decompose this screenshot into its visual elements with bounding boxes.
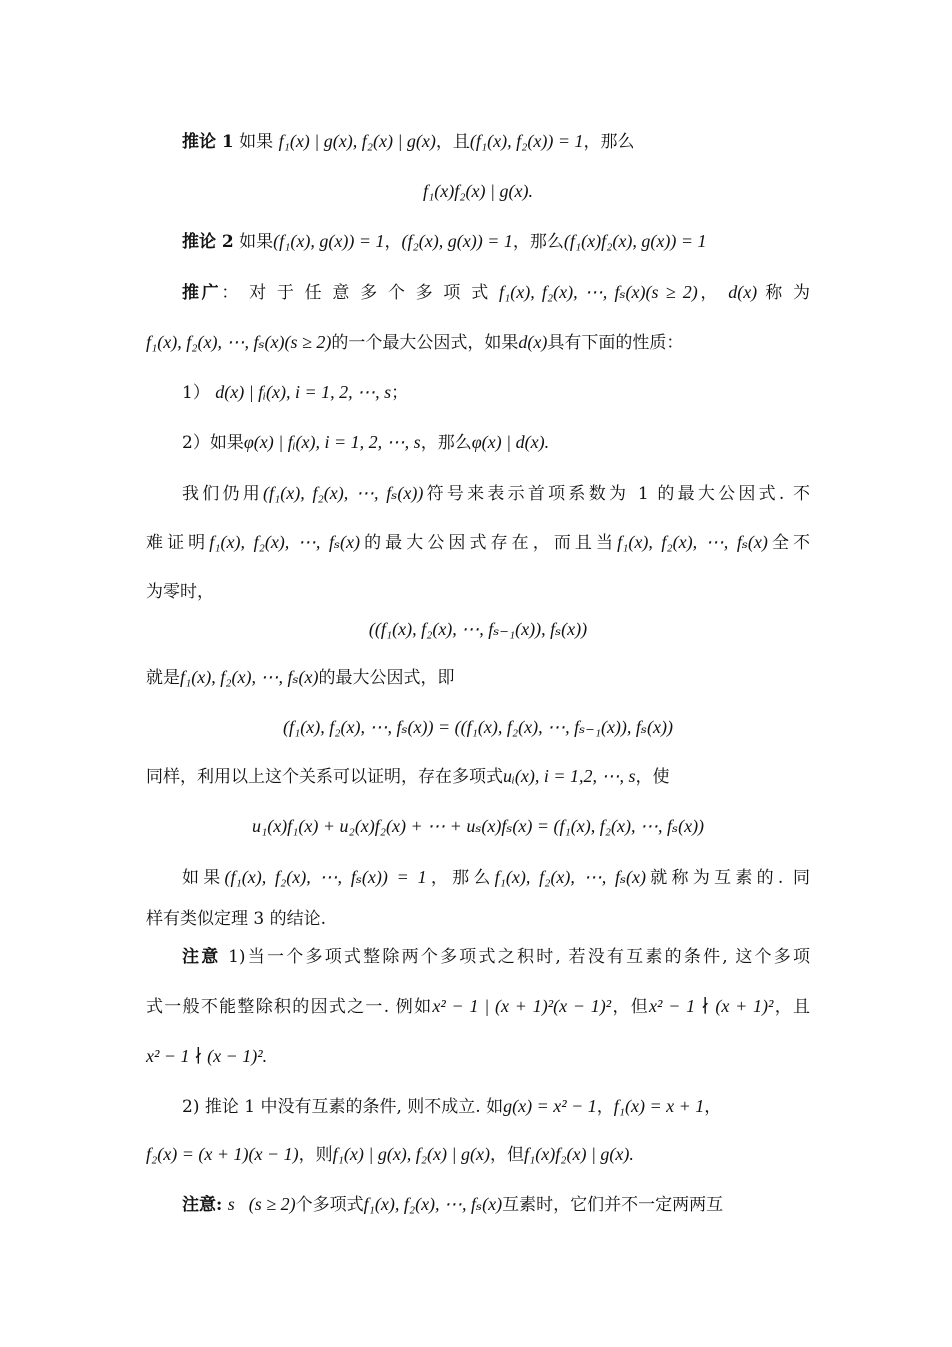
generalization-line-2-mid: 的一个最大公因式，如果 (331, 333, 519, 353)
corollary-1-prefix: 如果 (239, 132, 274, 152)
para-1-line-4-end: 的最大公因式，即 (318, 668, 455, 688)
para-2-line-1-end: 就称为互素的. 同 (646, 868, 811, 888)
property-1-math: d(x) | fᵢ(x), i = 1, 2, ⋯, s (215, 382, 392, 402)
note-1-line-2-end: ，且 (773, 997, 811, 1017)
note-1-line-2-math: x² − 1 | (x + 1)²(x − 1)² (432, 996, 612, 1016)
corollary-2-math-2: (f₂(x), g(x)) = 1 (401, 231, 513, 251)
generalization-line-1-math: f₁(x), f₂(x), ⋯, fₛ(x)(s ≥ 2) (498, 282, 698, 302)
generalization-line-1-math-2: d(x) (728, 282, 758, 302)
para-1-display-1 (146, 617, 810, 642)
corollary-2-math-1: (f₁(x), g(x)) = 1 (273, 231, 385, 251)
para-1-line-1-start: 我们仍用 (182, 484, 264, 504)
note-2-line-2-math-3: f₁(x)f₂(x) | g(x). (523, 1144, 634, 1164)
generalization-line-2-math: f₁(x), f₂(x), ⋯, fₛ(x)(s ≥ 2) (146, 332, 332, 352)
para-1-line-3 (146, 580, 810, 604)
para-1-display-1-math: ((f₁(x), f₂(x), ⋯, fₛ₋₁(x)), fₛ(x)) (368, 619, 588, 639)
para-2-line-1-math: (f₁(x), f₂(x), ⋯, fₛ(x)) = 1 (224, 867, 427, 887)
note-1-line-1 (182, 945, 810, 969)
corollary-1-display-math: f₁(x)f₂(x) | g(x). (423, 181, 533, 201)
generalization-line-2 (146, 330, 810, 355)
property-1-number: 1） (182, 383, 210, 403)
para-1-line-2-end: 全不 (767, 533, 811, 553)
corollary-1-math-1: f₁(x) | g(x), f₂(x) | g(x) (278, 131, 436, 151)
note-1-line-3 (146, 1044, 810, 1069)
note-2-line-2 (146, 1142, 810, 1167)
note-2-line-1-math: g(x) = x² − 1 (503, 1096, 597, 1116)
corollary-1-mid: ，且 (435, 132, 470, 152)
generalization-line-2-math-2: d(x) (518, 332, 548, 352)
corollary-2-mid: ，那么 (512, 232, 564, 252)
property-1-end: ； (391, 383, 409, 403)
note-3-label: 注意: (182, 1195, 223, 1215)
para-1-line-5-math: uᵢ(x), i = 1,2, ⋯, s (503, 766, 636, 786)
note-1-label: 注意 (182, 947, 221, 967)
property-1 (182, 380, 810, 405)
property-2-mid: ，那么 (420, 433, 472, 453)
para-2-line-2 (146, 907, 810, 931)
note-1-line-2 (146, 994, 810, 1019)
corollary-1-label: 推论 1 (182, 132, 234, 152)
note-1-line-2-start: 式一般不能整除积的因式之一. 例如 (146, 997, 433, 1017)
para-2-line-1-mid: ，那么 (426, 868, 495, 888)
property-2-math: φ(x) | fᵢ(x), i = 1, 2, ⋯, s (243, 432, 421, 452)
corollary-2-sep: ， (384, 232, 402, 252)
generalization-label: 推广 (182, 283, 222, 303)
note-2-line-2-mid: ，则 (298, 1145, 333, 1165)
corollary-1-line (182, 129, 810, 154)
para-1-line-4 (146, 665, 810, 690)
corollary-2-math-3: (f₁(x)f₂(x), g(x)) = 1 (563, 231, 707, 251)
note-3-math-3: f₁(x), f₂(x), ⋯, fₛ(x) (363, 1194, 503, 1214)
note-3-math-2: (s ≥ 2) (248, 1194, 296, 1214)
para-1-line-1-end: 符号来表示首项系数为 1 的最大公因式. 不 (423, 484, 810, 504)
para-1-line-2-math-2: f₁(x), f₂(x), ⋯, fₛ(x) (617, 532, 768, 552)
para-1-line-5-start: 同样，利用以上这个关系可以证明，存在多项式 (146, 767, 503, 787)
corollary-1-suffix: ，那么 (583, 132, 635, 152)
note-2-line-1-start: 2) 推论 1 中没有互素的条件, 则不成立. 如 (182, 1097, 504, 1117)
para-1-line-4-start: 就是 (146, 668, 180, 688)
para-2-line-2-text: 样有类似定理 3 的结论. (146, 909, 327, 929)
note-3-math-1: s (227, 1194, 235, 1214)
note-2-line-2-mid-2: ，但 (489, 1145, 524, 1165)
note-3-mid: 个多项式 (295, 1195, 364, 1215)
note-3-end: 互素时，它们并不一定两两互 (502, 1195, 724, 1215)
para-1-line-5 (146, 764, 810, 789)
note-2-line-2-math: f₂(x) = (x + 1)(x − 1) (146, 1144, 299, 1164)
para-1-line-4-math: f₁(x), f₂(x), ⋯, fₛ(x) (180, 667, 319, 687)
note-3-line-1 (182, 1192, 810, 1217)
para-1-line-5-end: ，使 (635, 767, 670, 787)
property-2 (182, 430, 810, 455)
note-1-line-1-text: 1)当一个多项式整除两个多项式之积时, 若没有互素的条件, 这个多项 (228, 947, 811, 967)
para-1-line-2-math: f₁(x), f₂(x), ⋯, fₛ(x) (209, 532, 361, 552)
para-1-display-2 (146, 715, 810, 740)
note-1-line-2-mid: ，但 (611, 997, 650, 1017)
generalization-line-1-end: 称 为 (765, 283, 811, 303)
para-1-line-3-text: 为零时， (146, 582, 214, 602)
para-1-display-3-math: u₁(x)f₁(x) + u₂(x)f₂(x) + ⋯ + uₛ(x)fₛ(x) = (f₁(x), f₂(x), ⋯, fₛ(x)) (251, 816, 705, 836)
corollary-2-label: 推论 2 (182, 232, 234, 252)
note-2-line-1-math-2: f₁(x) = x + 1 (613, 1096, 705, 1116)
para-1-line-2-start: 难证明 (146, 533, 210, 553)
generalization-line-1-sep: ， (697, 283, 721, 303)
note-2-line-1 (182, 1094, 810, 1119)
para-2-line-1-math-2: f₁(x), f₂(x), ⋯, fₛ(x) (494, 867, 647, 887)
note-2-line-1-end: ， (704, 1097, 722, 1117)
para-1-display-2-math: (f₁(x), f₂(x), ⋯, fₛ(x)) = ((f₁(x), f₂(x), ⋯, fₛ₋₁(x)), fₛ(x)) (283, 717, 673, 737)
note-1-line-3-math: x² − 1 ∤ (x − 1)². (146, 1046, 268, 1066)
corollary-2-line (182, 229, 810, 254)
corollary-1-math-2: (f₁(x), f₂(x)) = 1 (469, 131, 584, 151)
corollary-1-display (146, 179, 810, 204)
para-1-display-3 (146, 814, 810, 839)
para-1-line-2-mid: 的最大公因式存在，而且当 (360, 533, 618, 553)
generalization-line-1 (182, 280, 810, 305)
note-2-line-1-sep: ， (596, 1097, 614, 1117)
corollary-2-prefix: 如果 (239, 232, 274, 252)
property-2-math-2: φ(x) | d(x). (471, 432, 550, 452)
para-1-line-1 (182, 481, 810, 506)
note-1-line-2-math-2: x² − 1 ∤ (x + 1)² (649, 996, 774, 1016)
para-2-line-1-start: 如果 (182, 868, 225, 888)
para-2-line-1 (182, 865, 810, 890)
note-2-line-2-math-2: f₁(x) | g(x), f₂(x) | g(x) (332, 1144, 490, 1164)
generalization-line-1-text: ： 对 于 任 意 多 个 多 项 式 (221, 283, 491, 303)
para-1-line-1-math: (f₁(x), f₂(x), ⋯, fₛ(x)) (263, 483, 424, 503)
property-2-number: 2）如果 (182, 433, 244, 453)
para-1-line-2 (146, 530, 810, 555)
generalization-line-2-end: 具有下面的性质： (547, 333, 684, 353)
